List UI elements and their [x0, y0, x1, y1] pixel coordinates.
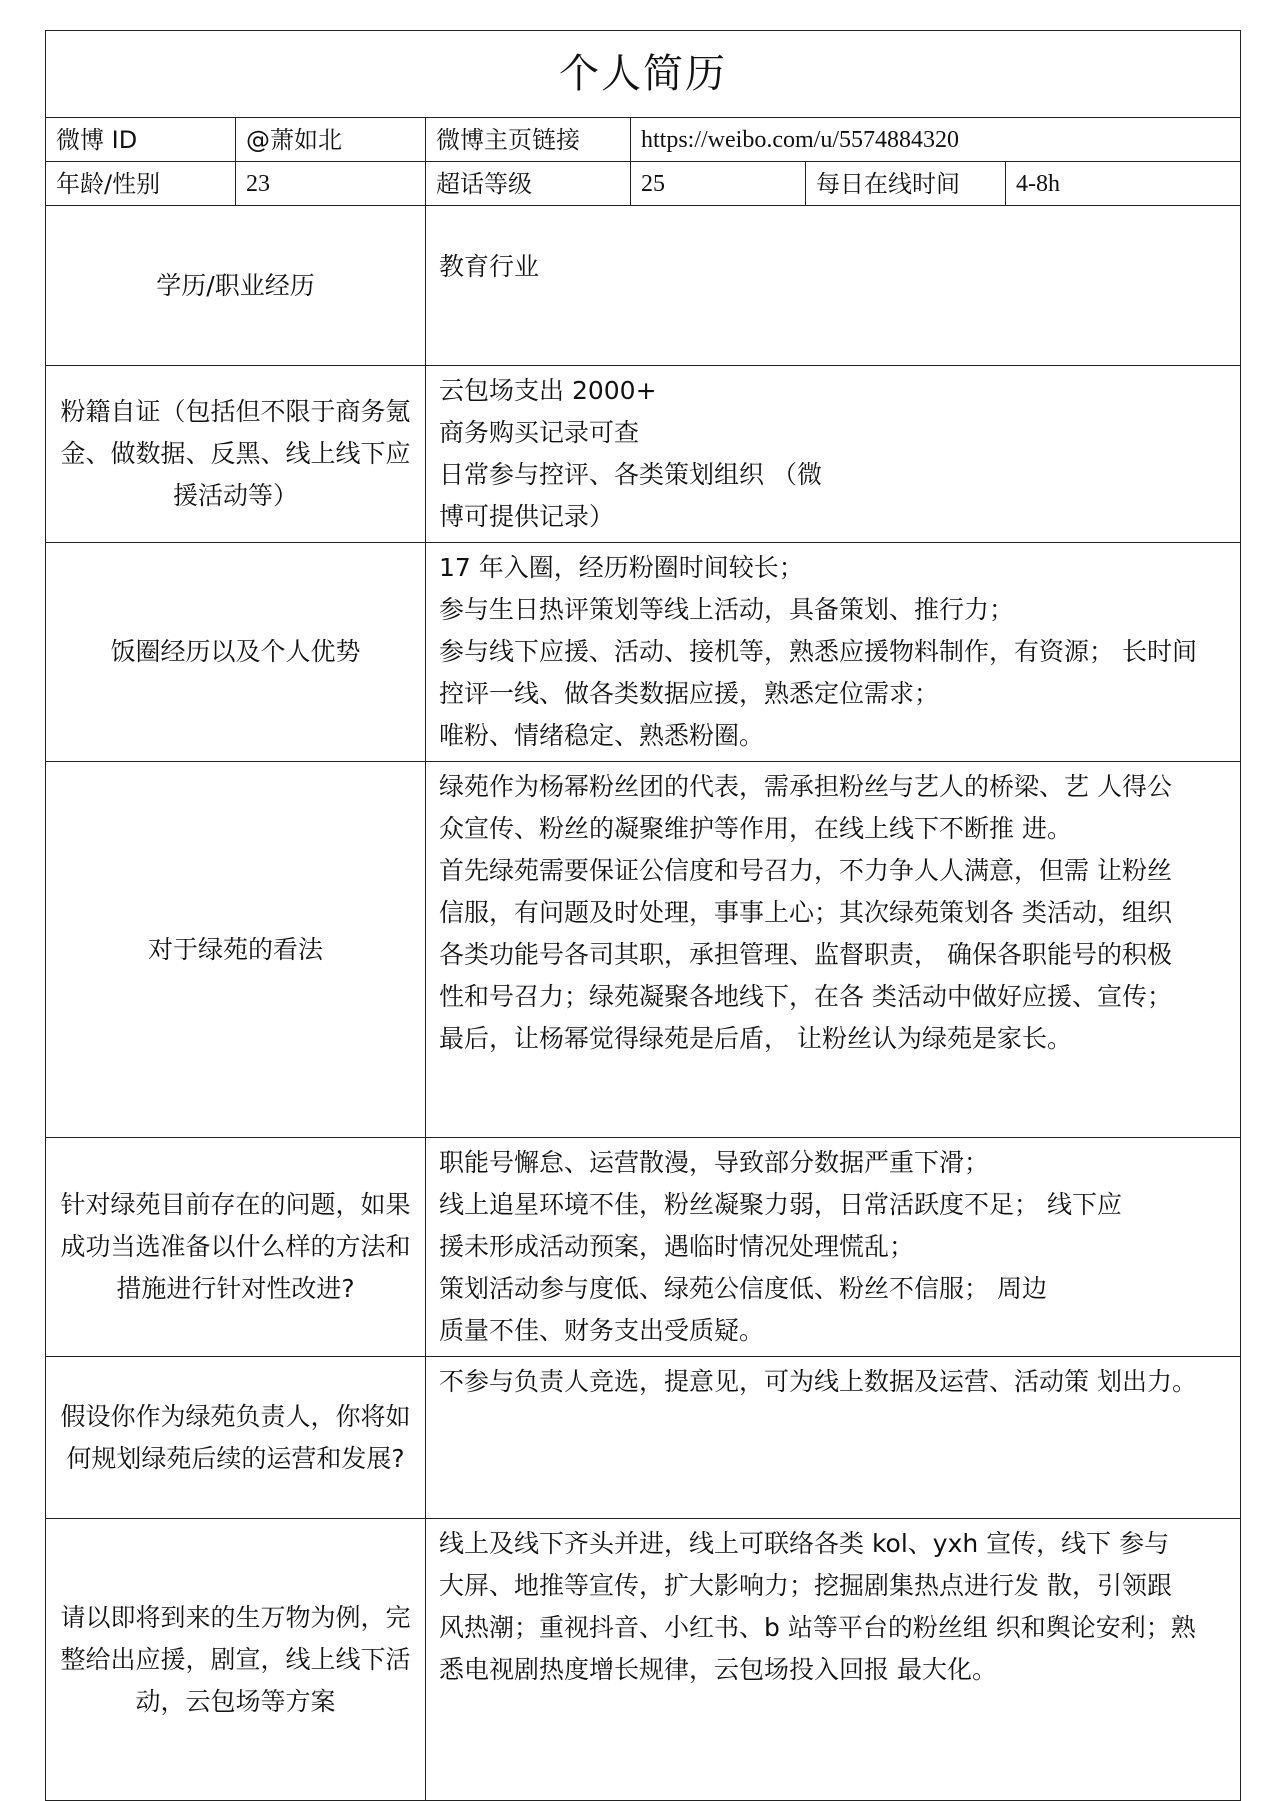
- homepage-label: 微博主页链接: [426, 118, 631, 162]
- section-line: 商务购买记录可查: [439, 418, 640, 447]
- section-line: 参与线下应援、活动、接机等，熟悉应援物料制作，有资源； 长时间: [439, 637, 1197, 666]
- section-content: [426, 543, 1241, 762]
- section-line: 悉电视剧热度增长规律，云包场投入回报 最大化。: [439, 1655, 997, 1684]
- section-label: 粉籍自证（包括但不限于商务氪金、做数据、反黑、线上线下应援活动等）: [46, 366, 426, 543]
- age-gender-value: 23: [236, 162, 426, 206]
- page-title: 个人简历: [46, 31, 1241, 118]
- section-line: 策划活动参与度低、绿苑公信度低、粉丝不信服； 周边: [439, 1274, 1047, 1303]
- section-row: [46, 1519, 1241, 1801]
- supertopic-level-label: 超话等级: [426, 162, 631, 206]
- section-content: [426, 1138, 1241, 1357]
- homepage-link[interactable]: https://weibo.com/u/5574884320: [631, 118, 1241, 162]
- section-line: 线上及线下齐头并进，线上可联络各类 kol、yxh 宣传，线下 参与: [439, 1529, 1170, 1558]
- weibo-id-label: 微博 ID: [46, 118, 236, 162]
- section-row: [46, 543, 1241, 762]
- section-line: 各类功能号各司其职，承担管理、监督职责， 确保各职能号的积极: [439, 940, 1172, 969]
- section-row: [46, 1138, 1241, 1357]
- section-line: 职能号懈怠、运营散漫，导致部分数据严重下滑；: [439, 1148, 990, 1177]
- section-line: 首先绿苑需要保证公信度和号召力，不力争人人满意，但需 让粉丝: [439, 856, 1172, 885]
- section-content: [426, 1519, 1241, 1801]
- section-line: 性和号召力；绿苑凝聚各地线下，在各 类活动中做好应援、宣传；: [439, 982, 1172, 1011]
- section-content: [426, 762, 1241, 1138]
- supertopic-level-value: 25: [631, 162, 806, 206]
- section-content: [426, 366, 1241, 543]
- section-row: [46, 206, 1241, 366]
- resume-sheet: [45, 30, 1240, 1801]
- section-content: [426, 206, 1241, 366]
- section-line: 大屏、地推等宣传，扩大影响力；挖掘剧集热点进行发 散，引领跟: [439, 1571, 1172, 1600]
- section-line: 众宣传、粉丝的凝聚维护等作用，在线上线下不断推 进。: [439, 814, 1072, 843]
- weibo-id-value: @萧如北: [236, 118, 426, 162]
- resume-table: [45, 30, 1241, 1801]
- section-line: 17 年入圈，经历粉圈时间较长；: [439, 553, 804, 582]
- section-line: 线上追星环境不佳，粉丝凝聚力弱，日常活跃度不足； 线下应: [439, 1190, 1122, 1219]
- section-label: 假设你作为绿苑负责人，你将如何规划绿苑后续的运营和发展?: [46, 1357, 426, 1519]
- section-label: 学历/职业经历: [46, 206, 426, 366]
- section-line: 不参与负责人竞选，提意见，可为线上数据及运营、活动策 划出力。: [439, 1367, 1197, 1396]
- section-row: [46, 366, 1241, 543]
- section-row: [46, 1357, 1241, 1519]
- section-row: [46, 762, 1241, 1138]
- section-line: 参与生日热评策划等线上活动，具备策划、推行力；: [439, 595, 1015, 624]
- section-line: 云包场支出 2000+: [439, 376, 657, 405]
- section-label: 对于绿苑的看法: [46, 762, 426, 1138]
- section-line: 教育行业: [439, 252, 540, 281]
- section-line: 信服，有问题及时处理，事事上心；其次绿苑策划各 类活动，组织: [439, 898, 1172, 927]
- section-label: 针对绿苑目前存在的问题，如果成功当选准备以什么样的方法和措施进行针对性改进?: [46, 1138, 426, 1357]
- online-time-label: 每日在线时间: [806, 162, 1006, 206]
- online-time-value: 4-8h: [1006, 162, 1241, 206]
- section-line: 风热潮；重视抖音、小红书、b 站等平台的粉丝组 织和舆论安利；熟: [439, 1613, 1196, 1642]
- section-line: 质量不佳、财务支出受质疑。: [439, 1316, 765, 1345]
- section-line: 援未形成活动预案，遇临时情况处理慌乱；: [439, 1232, 915, 1261]
- section-line: 绿苑作为杨幂粉丝团的代表，需承担粉丝与艺人的桥梁、艺 人得公: [439, 772, 1172, 801]
- section-label: 饭圈经历以及个人优势: [46, 543, 426, 762]
- section-line: 最后，让杨幂觉得绿苑是后盾， 让粉丝认为绿苑是家长。: [439, 1024, 1072, 1053]
- section-content: [426, 1357, 1241, 1519]
- age-gender-label: 年龄/性别: [46, 162, 236, 206]
- section-label: 请以即将到来的生万物为例，完整给出应援，剧宣，线上线下活动，云包场等方案: [46, 1519, 426, 1801]
- section-line: 唯粉、情绪稳定、熟悉粉圈。: [439, 721, 765, 750]
- section-line: 控评一线、做各类数据应援，熟悉定位需求；: [439, 679, 940, 708]
- section-line: 博可提供记录）: [439, 502, 615, 531]
- section-line: 日常参与控评、各类策划组织 （微: [439, 460, 822, 489]
